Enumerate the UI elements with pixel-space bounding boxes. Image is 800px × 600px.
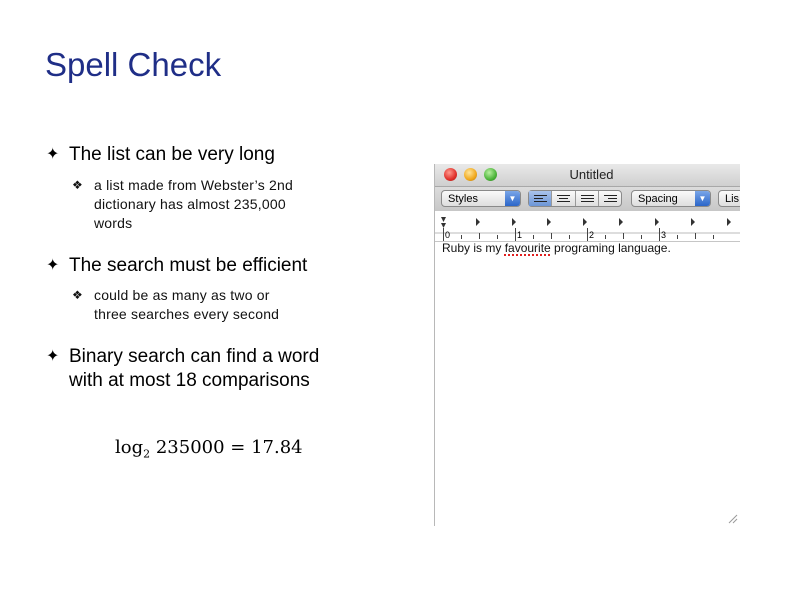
ruler-label: 2 [589, 230, 595, 240]
bullet-text: The list can be very long [69, 144, 275, 165]
misspelled-word[interactable]: favourite [504, 241, 551, 255]
formula-expression: 235000 = 17.84 [155, 437, 303, 458]
bullet-efficiency [46, 254, 308, 278]
bullet-binary-search [46, 345, 320, 393]
align-center-button[interactable] [552, 191, 575, 206]
slide-title: Spell Check [45, 46, 222, 83]
window-title: Untitled [569, 167, 614, 182]
diamond-ornament-icon: ❖ [72, 178, 83, 192]
sub-bullet-webster [72, 176, 293, 233]
four-point-star-icon: ✦ [46, 348, 60, 365]
ruler-ticks [435, 211, 740, 241]
align-justify-icon [581, 195, 594, 204]
lists-popup[interactable] [718, 190, 740, 207]
bullet-text-line: with at most 18 comparisons [69, 370, 310, 391]
spacing-label: Spacing [638, 193, 678, 205]
align-right-icon [604, 195, 617, 204]
ruler[interactable] [435, 211, 740, 242]
four-point-star-icon: ✦ [46, 146, 60, 163]
alignment-control[interactable] [528, 190, 622, 207]
diamond-ornament-icon: ❖ [72, 288, 83, 302]
chevron-down-icon: ▼ [505, 191, 520, 206]
four-point-star-icon: ✦ [46, 257, 60, 274]
document-text: programing language. [550, 241, 671, 255]
sub-bullet-searches [72, 286, 280, 324]
format-toolbar [435, 187, 740, 211]
chevron-down-icon: ▼ [695, 191, 710, 206]
sub-bullet-line: words [94, 215, 133, 231]
ruler-label: 1 [517, 230, 523, 240]
document-text: Ruby is my [442, 241, 505, 255]
styles-label: Styles [448, 193, 478, 205]
bullet-text: The search must be efficient [69, 255, 308, 276]
spacing-popup[interactable] [631, 190, 711, 207]
align-right-button[interactable] [599, 191, 621, 206]
bullet-text-line: Binary search can find a word [69, 346, 320, 367]
sub-bullet-line: could be as many as two or [94, 287, 270, 303]
formula-function: log [115, 437, 144, 458]
textedit-window [434, 164, 740, 526]
lists-label: Lis [725, 193, 740, 205]
align-left-icon [534, 195, 547, 204]
align-justify-button[interactable] [576, 191, 599, 206]
ruler-label: 0 [445, 230, 451, 240]
resize-grip-icon[interactable] [728, 514, 738, 524]
align-center-icon [557, 195, 570, 204]
styles-popup[interactable] [441, 190, 521, 207]
sub-bullet-line: three searches every second [94, 306, 280, 322]
align-left-button[interactable] [529, 191, 552, 206]
bullet-list-length [46, 143, 275, 167]
document-text-area[interactable] [442, 241, 671, 255]
sub-bullet-line: dictionary has almost 235,000 [94, 196, 286, 212]
formula-base: 2 [143, 447, 151, 461]
log-formula [115, 437, 303, 461]
window-titlebar[interactable] [435, 164, 740, 187]
ruler-label: 3 [661, 230, 667, 240]
sub-bullet-line: a list made from Webster’s 2nd [94, 177, 293, 193]
